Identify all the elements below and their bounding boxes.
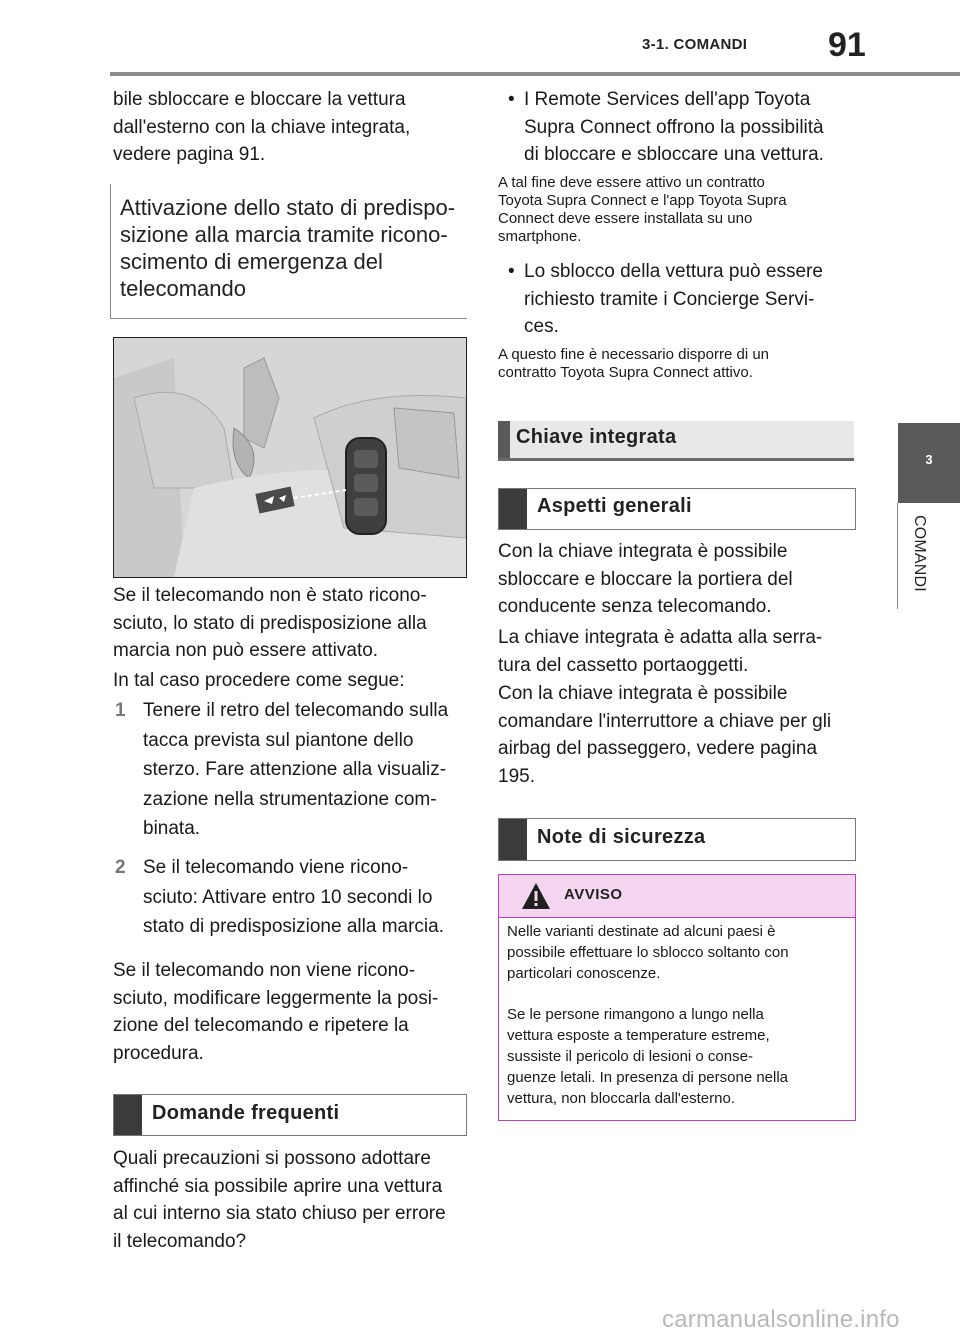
note-connect: A questo fine è necessario disporre di un contratto Toyota Supra Connect attivo.	[498, 346, 770, 381]
chapter-tab-divider	[897, 503, 898, 609]
intro-paragraph: bile sbloccare e bloccare la vettura dall'esterno con la chiave integrata, vedere pagina 91.	[113, 89, 411, 165]
warning-box	[498, 874, 856, 1121]
step-2: 2 Se il telecomando viene ricono- sciuto: Attivare entro 10 secondi lo stato di predisposizione alla marcia.	[115, 857, 444, 937]
header-rule	[110, 72, 960, 76]
page-number: 91	[828, 26, 866, 64]
warning-header	[499, 875, 855, 918]
warning-paragraph-2: Se le persone rimangono a lungo nella vettura esposte a temperature estreme, sussiste il pericolo di lesioni o conse- guenze letali. In presenza di persone nella vettura, non bloccarla dall'esterno.	[507, 1006, 789, 1107]
section-title: 3-1. COMANDI	[642, 36, 748, 53]
paragraph-not-recognized: Se il telecomando non è stato ricono- sciuto, lo stato di predisposizione alla marcia non può essere attivato.	[113, 585, 427, 661]
paragraph-glovebox: La chiave integrata è adatta alla serra- tura del cassetto portaoggetti.	[498, 627, 823, 676]
warning-title: AVVISO	[564, 886, 623, 903]
steering-column-illustration	[113, 337, 467, 578]
paragraph-key-unlock: Con la chiave integrata è possibile sbloccare e bloccare la portiera del conducente senza telecomando.	[498, 541, 793, 617]
faq-question: Quali precauzioni si possono adottare affinché sia possibile aprire una vettura al cui interno sia stato chiuso per errore il telecomando?	[113, 1148, 446, 1252]
heading-faq: Domande frequenti	[113, 1094, 467, 1136]
paragraph-retry: Se il telecomando non viene ricono- sciuto, modificare leggermente la posi- zione del telecomando e ripetere la procedura.	[113, 960, 439, 1064]
heading-aspetti-generali: Aspetti generali	[498, 488, 856, 530]
paragraph-procedure-intro: In tal caso procedere come segue:	[113, 670, 405, 691]
chapter-label: COMANDI	[911, 515, 928, 592]
heading-chiave-integrata: Chiave integrata	[498, 421, 854, 461]
paragraph-airbag: Con la chiave integrata è possibile comandare l'interruttore a chiave per gli airbag del passeggero, vedere pagina 195.	[498, 683, 832, 787]
section-title-text: Attivazione dello stato di predispo- sizione alla marcia tramite ricono- scimento di emergenza del telecomando	[120, 195, 456, 301]
bullet-remote-services: • I Remote Services dell'app Toyota Supra Connect offrono la possibilità di bloccare e sbloccare una vettura.	[508, 89, 824, 165]
bullet-concierge: • Lo sblocco della vettura può essere richiesto tramite i Concierge Servi- ces.	[508, 261, 823, 337]
steering-column-drawing	[114, 338, 466, 577]
warning-triangle-icon	[521, 881, 551, 911]
step-1: 1 Tenere il retro del telecomando sulla tacca prevista sul piantone dello sterzo. Fare attenzione alla visualiz- zazione nella strumentazione com- binata.	[115, 700, 449, 839]
note-contract: A tal fine deve essere attivo un contratto Toyota Supra Connect e l'app Toyota Supra Connect deve essere installata su uno smartphone.	[498, 174, 787, 245]
warning-paragraph-1: Nelle varianti destinate ad alcuni paesi è possibile effettuare lo sblocco soltanto con particolari conoscenze.	[507, 923, 789, 982]
heading-note-sicurezza: Note di sicurezza	[498, 818, 856, 861]
chapter-number: 3	[925, 452, 933, 467]
footer-watermark: carmanualsonline.info	[662, 1306, 900, 1333]
remote-key-icon	[346, 438, 386, 534]
